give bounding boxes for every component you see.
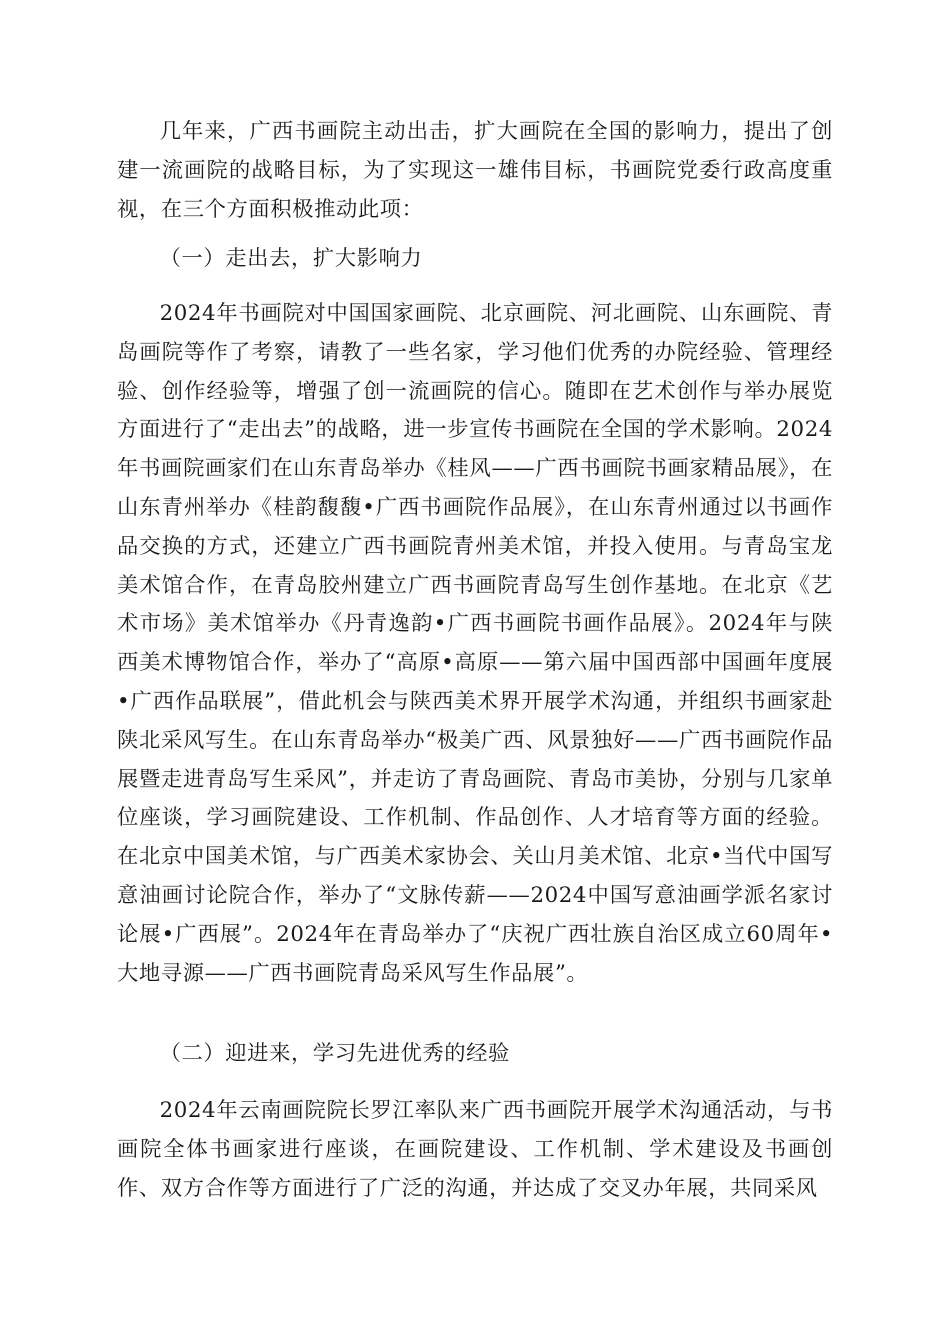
section-2-paragraph-block	[117, 1092, 833, 1208]
section-heading-1: （一）走出去，扩大影响力	[159, 246, 423, 271]
intro-paragraph-block	[117, 113, 833, 229]
section-1-paragraph-block	[117, 295, 833, 993]
section-2-paragraph: 2024年云南画院院长罗江率队来广西书画院开展学术沟通活动，与书画院全体书画家进行座谈，在画院建设、工作机制、学术建设及书画创作、双方合作等方面进行了广泛的沟通，并达成了交叉办年展，共同采风	[117, 1098, 833, 1201]
section-1-paragraph: 2024年书画院对中国国家画院、北京画院、河北画院、山东画院、青岛画院等作了考察，请教了一些名家，学习他们优秀的办院经验、管理经验、创作经验等，增强了创一流画院的信心。随即在艺术创作与举办展览方面进行了“走出去”的战略，进一步宣传书画院在全国的学术影响。2024年书画院画家们在山东青岛举办《桂风——广西书画院书画家精品展》，在山东青州举办《桂韵馥馥•广西书画院作品展》，在山东青州通过以书画作品交换的方式，还建立广西书画院青州美术馆，并投入使用。与青岛宝龙美术馆合作，在青岛胶州建立广西书画院青岛写生创作基地。在北京《艺术市场》美术馆举办《丹青逸韵•广西书画院书画作品展》。2024年与陕西美术博物馆合作，举办了“高原•高原——第六届中国西部中国画年度展•广西作品联展”，借此机会与陕西美术界开展学术沟通，并组织书画家赴陕北采风写生。在山东青岛举办“极美广西、风景独好——广西书画院作品展暨走进青岛写生采风”，并走访了青岛画院、青岛市美协，分别与几家单位座谈，学习画院建设、工作机制、作品创作、人才培育等方面的经验。在北京中国美术馆，与广西美术家协会、关山月美术馆、北京•当代中国写意油画讨论院合作，举办了“文脉传薪——2024中国写意油画学派名家讨论展•广西展”。2024年在青岛举办了“庆祝广西壮族自治区成立60周年•大地寻源——广西书画院青岛采风写生作品展”。	[117, 301, 833, 986]
section-heading-2: （二）迎进来，学习先进优秀的经验	[159, 1041, 510, 1066]
intro-paragraph: 几年来，广西书画院主动出击，扩大画院在全国的影响力，提出了创建一流画院的战略目标，为了实现这一雄伟目标，书画院党委行政高度重视，在三个方面积极推动此项：	[117, 119, 833, 222]
